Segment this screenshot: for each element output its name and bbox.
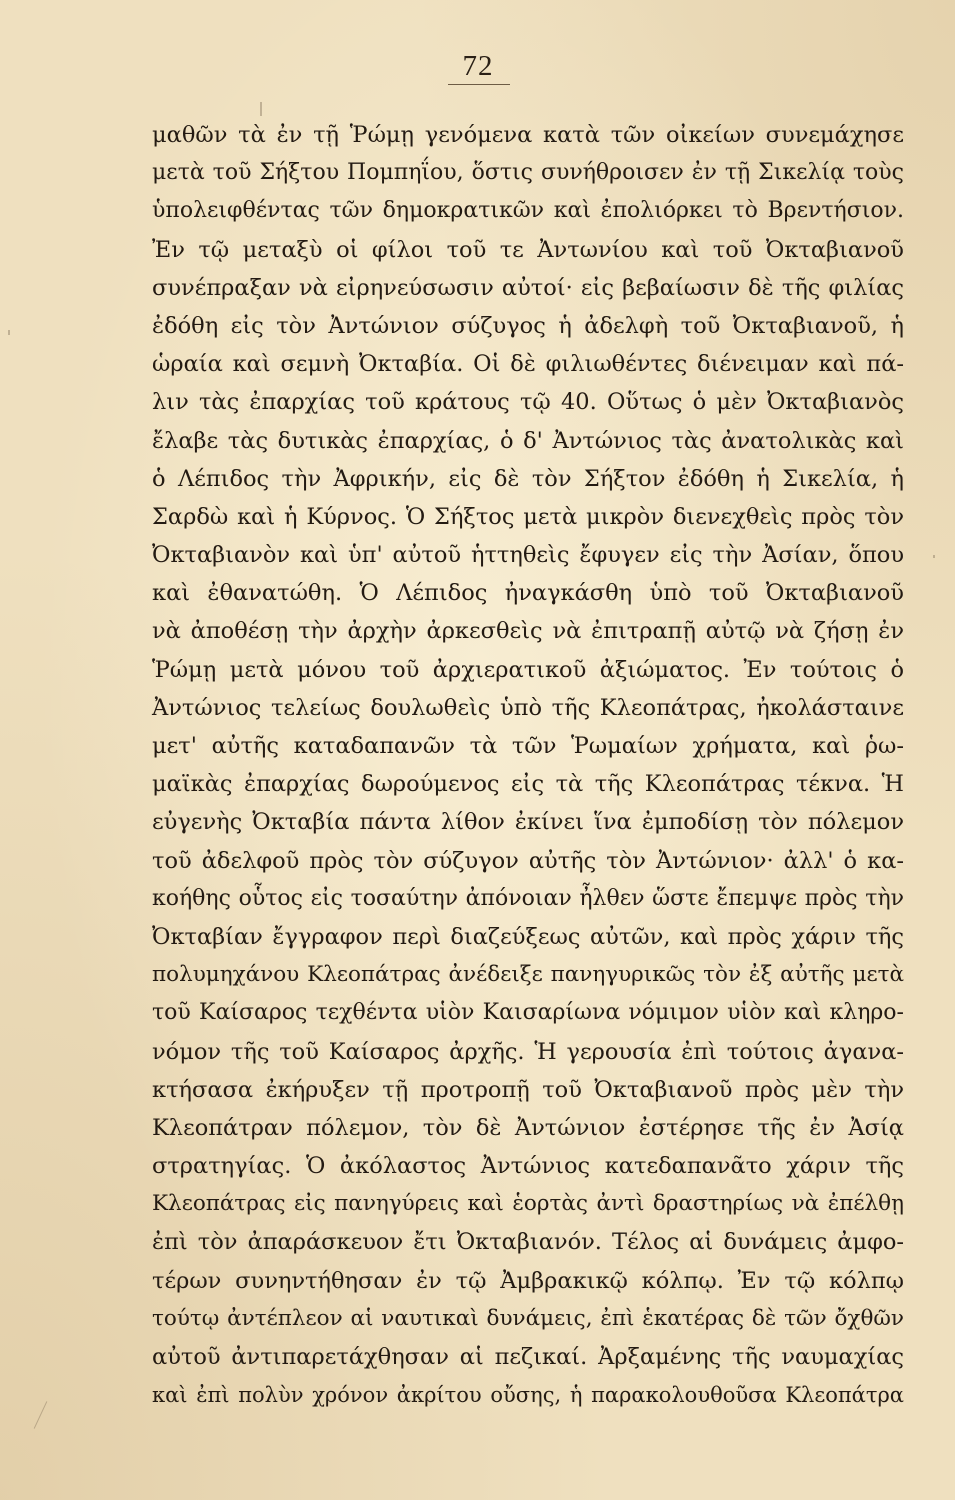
text-line: Ὀκταβιανὸν καὶ ὑπ' αὐτοῦ ἡττηθεὶς ἔφυγεν εἰς τὴν Ἀσίαν, ὅπου <box>152 542 904 569</box>
text-line: ὁ Λέπιδος τὴν Ἀφρικήν, εἰς δὲ τὸν Σήξτον ἐδόθη ἡ Σικελία, ἡ <box>152 465 904 492</box>
text-line: στρατηγίας. Ὁ ἀκόλαστος Ἀντώνιος κατεδαπανᾶτο χάριν τῆς <box>152 1153 904 1180</box>
paper-speck <box>8 330 10 335</box>
text-line: Ῥώμῃ μετὰ μόνου τοῦ ἀρχιερατικοῦ ἀξιώματος. Ἐν τούτοις ὁ <box>152 656 904 683</box>
page-number: 72 <box>462 50 494 82</box>
text-line: Κλεοπάτρας εἰς πανηγύρεις καὶ ἑορτὰς ἀντὶ δραστηρίως νὰ ἐπέλθῃ <box>152 1191 904 1217</box>
text-line: μαθῶν τὰ ἐν τῇ Ῥώμῃ γενόμενα κατὰ τῶν οἰκείων συνεμάχησε <box>152 122 904 148</box>
text-line: μετ' αὐτῆς καταδαπανῶν τὰ τῶν Ῥωμαίων χρήματα, καὶ ῥω- <box>152 733 904 759</box>
text-line: ὑπολειφθέντας τῶν δημοκρατικῶν καὶ ἐπολιόρκει τὸ Βρεντήσιον. <box>152 198 904 224</box>
text-line: νόμον τῆς τοῦ Καίσαρος ἀρχῆς. Ἡ γερουσία ἐπὶ τούτοις ἀγανα- <box>152 1038 904 1065</box>
text-line: καὶ ἐθανατώθη. Ὁ Λέπιδος ἠναγκάσθη ὑπὸ τοῦ Ὀκταβιανοῦ <box>152 580 904 607</box>
paper-speck <box>933 555 935 558</box>
text-line: μετὰ τοῦ Σήξτου Πομπηΐου, ὅστις συνήθροισεν ἐν τῇ Σικελίᾳ τοὺς <box>152 160 904 186</box>
text-line: Ὀκταβίαν ἔγγραφον περὶ διαζεύξεως αὐτῶν, καὶ πρὸς χάριν τῆς <box>152 923 904 950</box>
text-line: μαϊκὰς ἐπαρχίας δωρούμενος εἰς τὰ τῆς Κλεοπάτρας τέκνα. Ἡ <box>152 771 904 798</box>
text-line: τοῦ ἀδελφοῦ πρὸς τὸν σύζυγον αὐτῆς τὸν Ἀντώνιον· ἀλλ' ὁ κα- <box>152 847 904 874</box>
text-line: τούτῳ ἀντέπλεον αἱ ναυτικαὶ δυνάμεις, ἐπὶ ἑκατέρας δὲ τῶν ὄχθῶν <box>152 1305 904 1331</box>
text-line: πολυμηχάνου Κλεοπάτρας ἀνέδειξε πανηγυρικῶς τὸν ἐξ αὐτῆς μετὰ <box>152 962 904 988</box>
text-line: τέρων συνηντήθησαν ἐν τῷ Ἀμβρακικῷ κόλπῳ. Ἐν τῷ κόλπῳ <box>152 1267 904 1294</box>
text-line: κοήθης οὗτος εἰς τοσαύτην ἀπόνοιαν ἦλθεν ὥστε ἔπεμψε πρὸς τὴν <box>152 885 904 911</box>
text-line: Σαρδὼ καὶ ἡ Κύρνος. Ὁ Σήξτος μετὰ μικρὸν διενεχθεὶς πρὸς τὸν <box>152 503 904 530</box>
text-line: ἐπὶ τὸν ἀπαράσκευον ἔτι Ὀκταβιανόν. Τέλος αἱ δυνάμεις ἀμφο- <box>152 1229 904 1256</box>
paper-speck <box>34 1401 48 1429</box>
body-text <box>152 116 904 1414</box>
paper-speck <box>260 102 262 116</box>
text-line: κτήσασα ἐκήρυξεν τῇ προτροπῇ τοῦ Ὀκταβιανοῦ πρὸς μὲν τὴν <box>152 1076 904 1103</box>
text-line: ἔλαβε τὰς δυτικὰς ἐπαρχίας, ὁ δ' Ἀντώνιος τὰς ἀνατολικὰς καὶ <box>152 427 904 454</box>
text-line: συνέπραξαν νὰ εἰρηνεύσωσιν αὐτοί· εἰς βεβαίωσιν δὲ τῆς φιλίας <box>152 274 904 301</box>
text-line: λιν τὰς ἐπαρχίας τοῦ κράτους τῷ 40. Οὕτως ὁ μὲν Ὀκταβιανὸς <box>152 389 904 416</box>
page-number-rule <box>448 84 510 85</box>
text-line: Ἐν τῷ μεταξὺ οἱ φίλοι τοῦ τε Ἀντωνίου καὶ τοῦ Ὀκταβιανοῦ <box>152 236 904 263</box>
text-line: ἐδόθη εἰς τὸν Ἀντώνιον σύζυγος ἡ ἀδελφὴ τοῦ Ὀκταβιανοῦ, ἡ <box>152 312 904 339</box>
text-line: αὐτοῦ ἀντιπαρετάχθησαν αἱ πεζικαί. Ἀρξαμένης τῆς ναυμαχίας <box>152 1344 904 1370</box>
text-line: ὡραία καὶ σεμνὴ Ὀκταβία. Οἱ δὲ φιλιωθέντες διένειμαν καὶ πά- <box>152 351 904 378</box>
text-line: εὐγενὴς Ὀκταβία πάντα λίθον ἐκίνει ἵνα ἐμποδίσῃ τὸν πόλεμον <box>152 809 904 836</box>
text-line: Κλεοπάτραν πόλεμον, τὸν δὲ Ἀντώνιον ἐστέρησε τῆς ἐν Ἀσίᾳ <box>152 1114 904 1141</box>
text-line: νὰ ἀποθέσῃ τὴν ἀρχὴν ἀρκεσθεὶς νὰ ἐπιτραπῇ αὐτῷ νὰ ζήσῃ ἐν <box>152 618 904 645</box>
text-line: Ἀντώνιος τελείως δουλωθεὶς ὑπὸ τῆς Κλεοπάτρας, ἠκολάσταινε <box>152 694 904 721</box>
text-line: τοῦ Καίσαρος τεχθέντα υἱὸν Καισαρίωνα νόμιμον υἱὸν καὶ κληρο- <box>152 1000 904 1026</box>
text-line: καὶ ἐπὶ πολὺν χρόνον ἀκρίτου οὔσης, ἡ παρακολουθοῦσα Κλεοπάτρα <box>152 1383 904 1408</box>
